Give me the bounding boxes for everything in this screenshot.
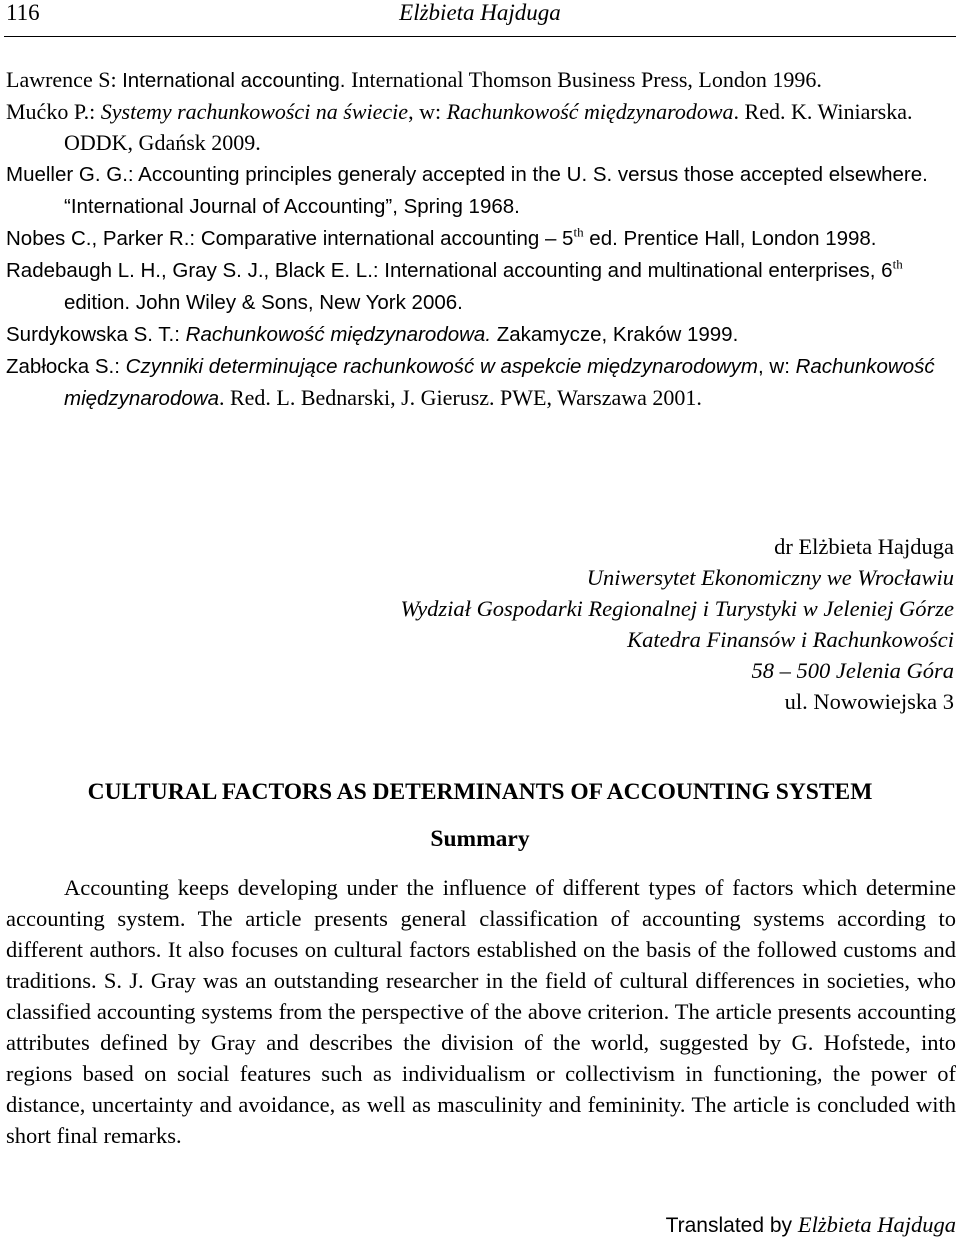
affiliation-name: Elżbieta Hajduga xyxy=(798,534,954,559)
reference-item: Mućko P.: Systemy rachunkowości na świecie, w: Rachunkowość międzynarodowa. Red. K. Winiarska. ODDK, Gdańsk 2009. xyxy=(6,99,913,155)
article-title: CULTURAL FACTORS AS DETERMINANTS OF ACCOUNTING SYSTEM xyxy=(87,779,873,805)
summary-heading: Summary xyxy=(430,826,530,852)
reference-item: Lawrence S: International accounting. International Thomson Business Press, London 1996. xyxy=(6,67,822,92)
affiliation-university: Uniwersytet Ekonomiczny we Wrocławiu xyxy=(586,565,954,590)
running-header-author: Elżbieta Hajduga xyxy=(399,0,561,25)
reference-item: Surdykowska S. T.: Rachunkowość międzynarodowa. Zakamycze, Kraków 1999. xyxy=(6,323,739,346)
reference-item: Zabłocka S.: Czynniki determinujące rachunkowość w aspekcie międzynarodowym, w: Rachunkowość międzynarodowa. Red. L. Bednarski, J. Gierusz. PWE, Warszawa 2001. xyxy=(6,355,935,410)
affiliation-name-line: dr Elżbieta Hajduga xyxy=(774,534,954,559)
affiliation-street: ul. Nowowiejska 3 xyxy=(784,689,954,714)
affiliation-faculty: Wydział Gospodarki Regionalnej i Turystyki w Jeleniej Górze xyxy=(400,596,954,621)
reference-item: Mueller G. G.: Accounting principles generaly accepted in the U. S. versus those accepted elsewhere. “International Journal of Accounting”, Spring 1968. xyxy=(6,163,928,218)
affiliation-department: Katedra Finansów i Rachunkowości xyxy=(627,627,954,652)
summary-paragraph: Accounting keeps developing under the influence of different types of factors which determine accounting system. The article presents general classification of accounting systems according to different authors. It also focuses on cultural factors established on the basis of the followed customs and traditions. S. J. Gray was an outstanding researcher in the field of cultural differences in societies, who classified accounting systems from the perspective of the above criterion. The article presents accounting attributes defined by Gray and describes the division of the world, suggested by G. Hofstede, into regions based on social features such as individualism or collectivism in functioning, the power of distance, uncertainty and avoidance, as well as masculinity and femininity. The article is concluded with short final remarks. xyxy=(6,875,956,1148)
references-list xyxy=(6,64,956,414)
page-number: 116 xyxy=(6,0,40,25)
reference-item: Radebaugh L. H., Gray S. J., Black E. L.: International accounting and multinational enterprises, 6th edition. John Wiley & Sons, New York 2006. xyxy=(6,256,903,314)
reference-item: Nobes C., Parker R.: Comparative international accounting – 5th ed. Prentice Hall, London 1998. xyxy=(6,224,877,250)
affiliation-city: 58 – 500 Jelenia Góra xyxy=(751,658,954,683)
translator-credit: Translated by Elżbieta Hajduga xyxy=(665,1212,956,1237)
page-header xyxy=(0,0,960,40)
header-rule xyxy=(4,36,956,37)
translator-name: Elżbieta Hajduga xyxy=(797,1212,956,1237)
author-affiliation xyxy=(401,531,954,717)
